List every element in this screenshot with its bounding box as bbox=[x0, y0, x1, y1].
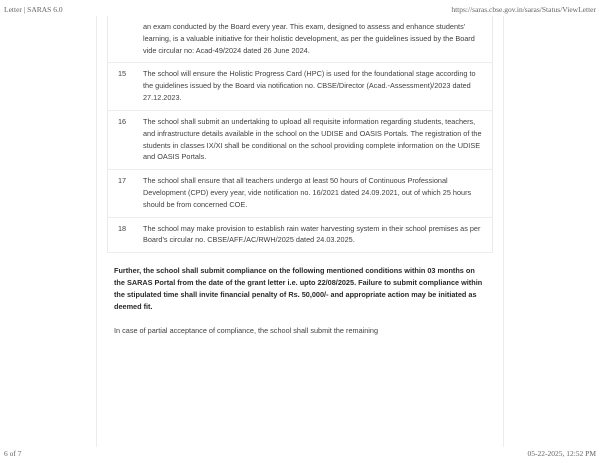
table-row bbox=[108, 217, 493, 253]
condition-text: The school shall ensure that all teachers undergo at least 50 hours of Continuous Professional Development (CPD) every year, vide notification no. 16/2021 dated 24.09.2021, out of which 25 hours should be from concerned COE. bbox=[136, 170, 493, 217]
closing-paragraph: In case of partial acceptance of compliance, the school shall submit the remaining bbox=[114, 326, 379, 336]
continued-row-number bbox=[108, 16, 137, 63]
print-header bbox=[0, 2, 600, 16]
print-footer-page-indicator: 6 of 7 bbox=[4, 448, 22, 458]
conditions-table-body bbox=[108, 16, 493, 253]
print-footer-timestamp: 05-22-2025, 12:52 PM bbox=[527, 448, 596, 458]
print-footer bbox=[0, 446, 600, 460]
document-page bbox=[96, 16, 504, 447]
conditions-table bbox=[107, 16, 493, 253]
condition-number: 18 bbox=[108, 217, 137, 253]
condition-text: The school shall submit an undertaking to upload all requisite information regarding students, teachers, and infrastructure details available in the school on the UDISE and OASIS Portals. The registration of the students in classes IX/XI shall be conditional on the school providing complete information on the UDISE and OASIS Portals. bbox=[136, 110, 493, 169]
compliance-deadline-date: 22/08/2025 bbox=[317, 278, 355, 287]
condition-number: 15 bbox=[108, 63, 137, 110]
compliance-notice-part1: Further, the school shall submit compliance on the following mentioned conditions within 03 months on the SARAS Portal from the date of the grant letter i.e. upto bbox=[114, 266, 475, 287]
print-header-document-title: Letter | SARAS 6.0 bbox=[4, 4, 63, 14]
compliance-notice-paragraph bbox=[107, 265, 493, 312]
condition-number: 17 bbox=[108, 170, 137, 217]
condition-text: The school may make provision to establish rain water harvesting system in their school premises as per Board's circular no. CBSE/AFF./AC/RWH/2025 dated 24.03.2025. bbox=[136, 217, 493, 253]
table-row bbox=[108, 170, 493, 217]
condition-number: 16 bbox=[108, 110, 137, 169]
condition-text: The school will ensure the Holistic Progress Card (HPC) is used for the foundational stage according to the guidelines issued by the Board via notification no. CBSE/Director (Acad.-Assessment)/2023 dated 27.12.2023. bbox=[136, 63, 493, 110]
continued-paragraph-text: an exam conducted by the Board every year. This exam, designed to assess and enhance students' learning, is a valuable initiative for their holistic development, as per the guidelines issued by the Board vide circular no: Acad-49/2024 dated 26 June 2024. bbox=[136, 16, 493, 63]
print-header-url: https://saras.cbse.gov.in/saras/Status/ViewLetter bbox=[451, 4, 596, 14]
table-row-continued bbox=[108, 16, 493, 63]
table-row bbox=[108, 110, 493, 169]
compliance-notice-part2: . Failure to submit compliance within the stipulated time shall invite financial penalty of Rs. 50,000/- and appropriate action may be initiated as deemed fit. bbox=[114, 278, 483, 311]
document-content bbox=[107, 16, 493, 447]
table-row bbox=[108, 63, 493, 110]
